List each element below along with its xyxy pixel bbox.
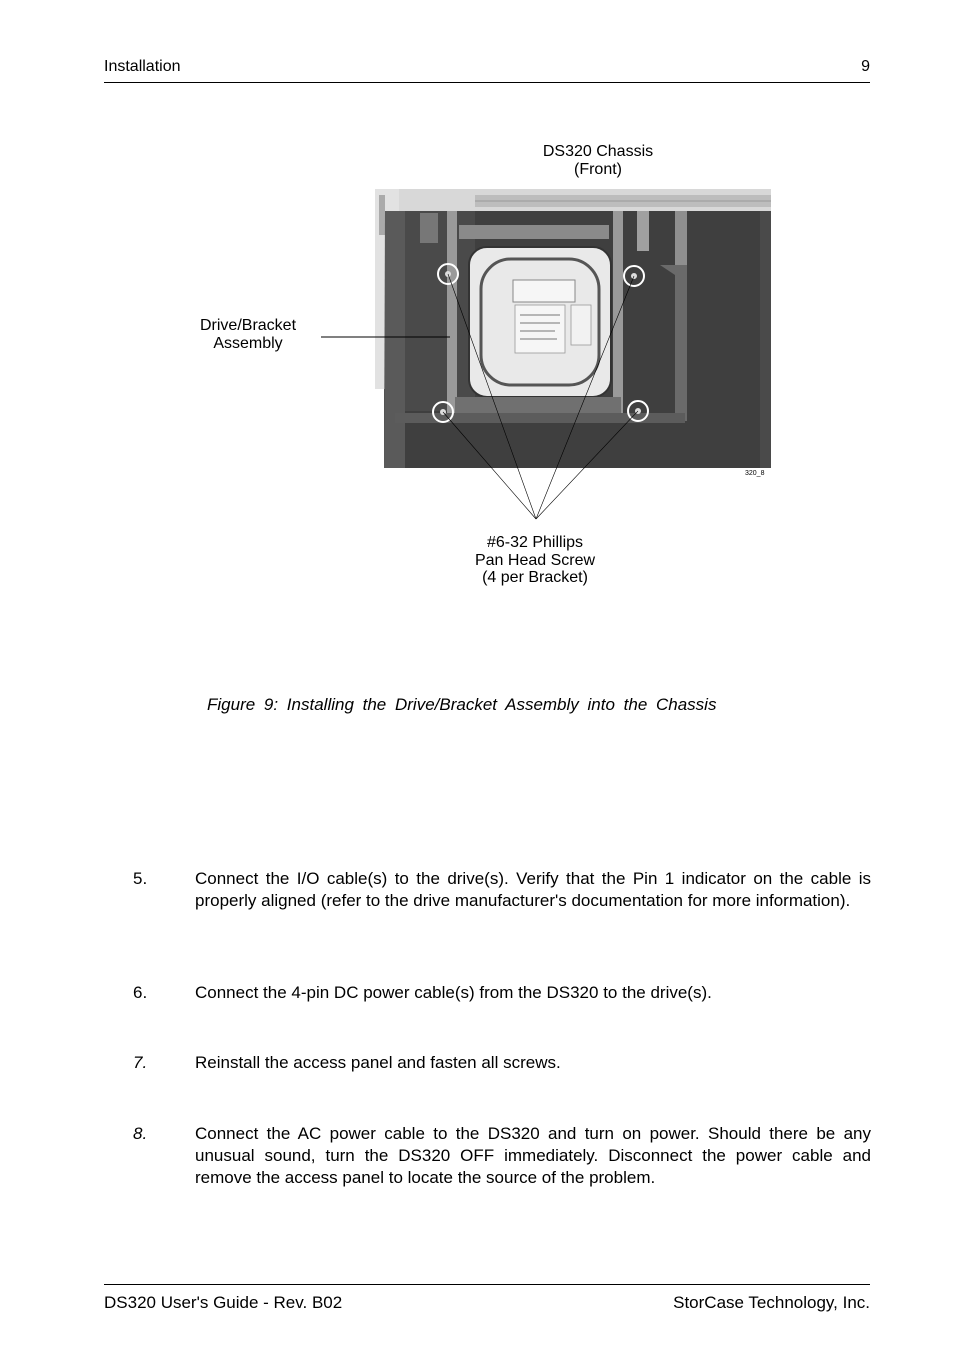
step-number: 7. xyxy=(133,1053,148,1072)
chassis-label: DS320 Chassis (Front) xyxy=(542,143,654,178)
step-number: 5. xyxy=(133,869,148,888)
page-footer xyxy=(104,1284,870,1312)
assembly-label: Drive/Bracket Assembly xyxy=(199,317,297,352)
screw-label: #6-32 Phillips Pan Head Screw (4 per Bracket) xyxy=(474,534,596,586)
step-number: 6. xyxy=(133,983,148,1002)
section-title: Installation xyxy=(104,58,181,75)
page-number: 9 xyxy=(861,58,870,75)
step-text: Reinstall the access panel and fasten all screws. xyxy=(195,1053,561,1072)
step-text: Connect the 4-pin DC power cable(s) from the DS320 to the drive(s). xyxy=(195,983,712,1002)
step-text: Connect the I/O cable(s) to the drive(s). Verify that the Pin 1 indicator on the cable is properly aligned (refer to the drive manufacturer's documentation for more information). xyxy=(195,869,871,910)
footer-company: StorCase Technology, Inc. xyxy=(673,1293,870,1312)
footer-doc-title: DS320 User's Guide - Rev. B02 xyxy=(104,1293,343,1312)
figure-part-number: 320_8 xyxy=(745,470,765,477)
step-text: Connect the AC power cable to the DS320 and turn on power. Should there be any unusual sound, turn the DS320 OFF immediately. Disconnect the power cable and remove the access panel to locate the source of the problem. xyxy=(195,1124,871,1187)
step-number: 8. xyxy=(133,1124,148,1143)
figure-caption: Figure 9: Installing the Drive/Bracket Assembly into the Chassis xyxy=(207,695,717,714)
